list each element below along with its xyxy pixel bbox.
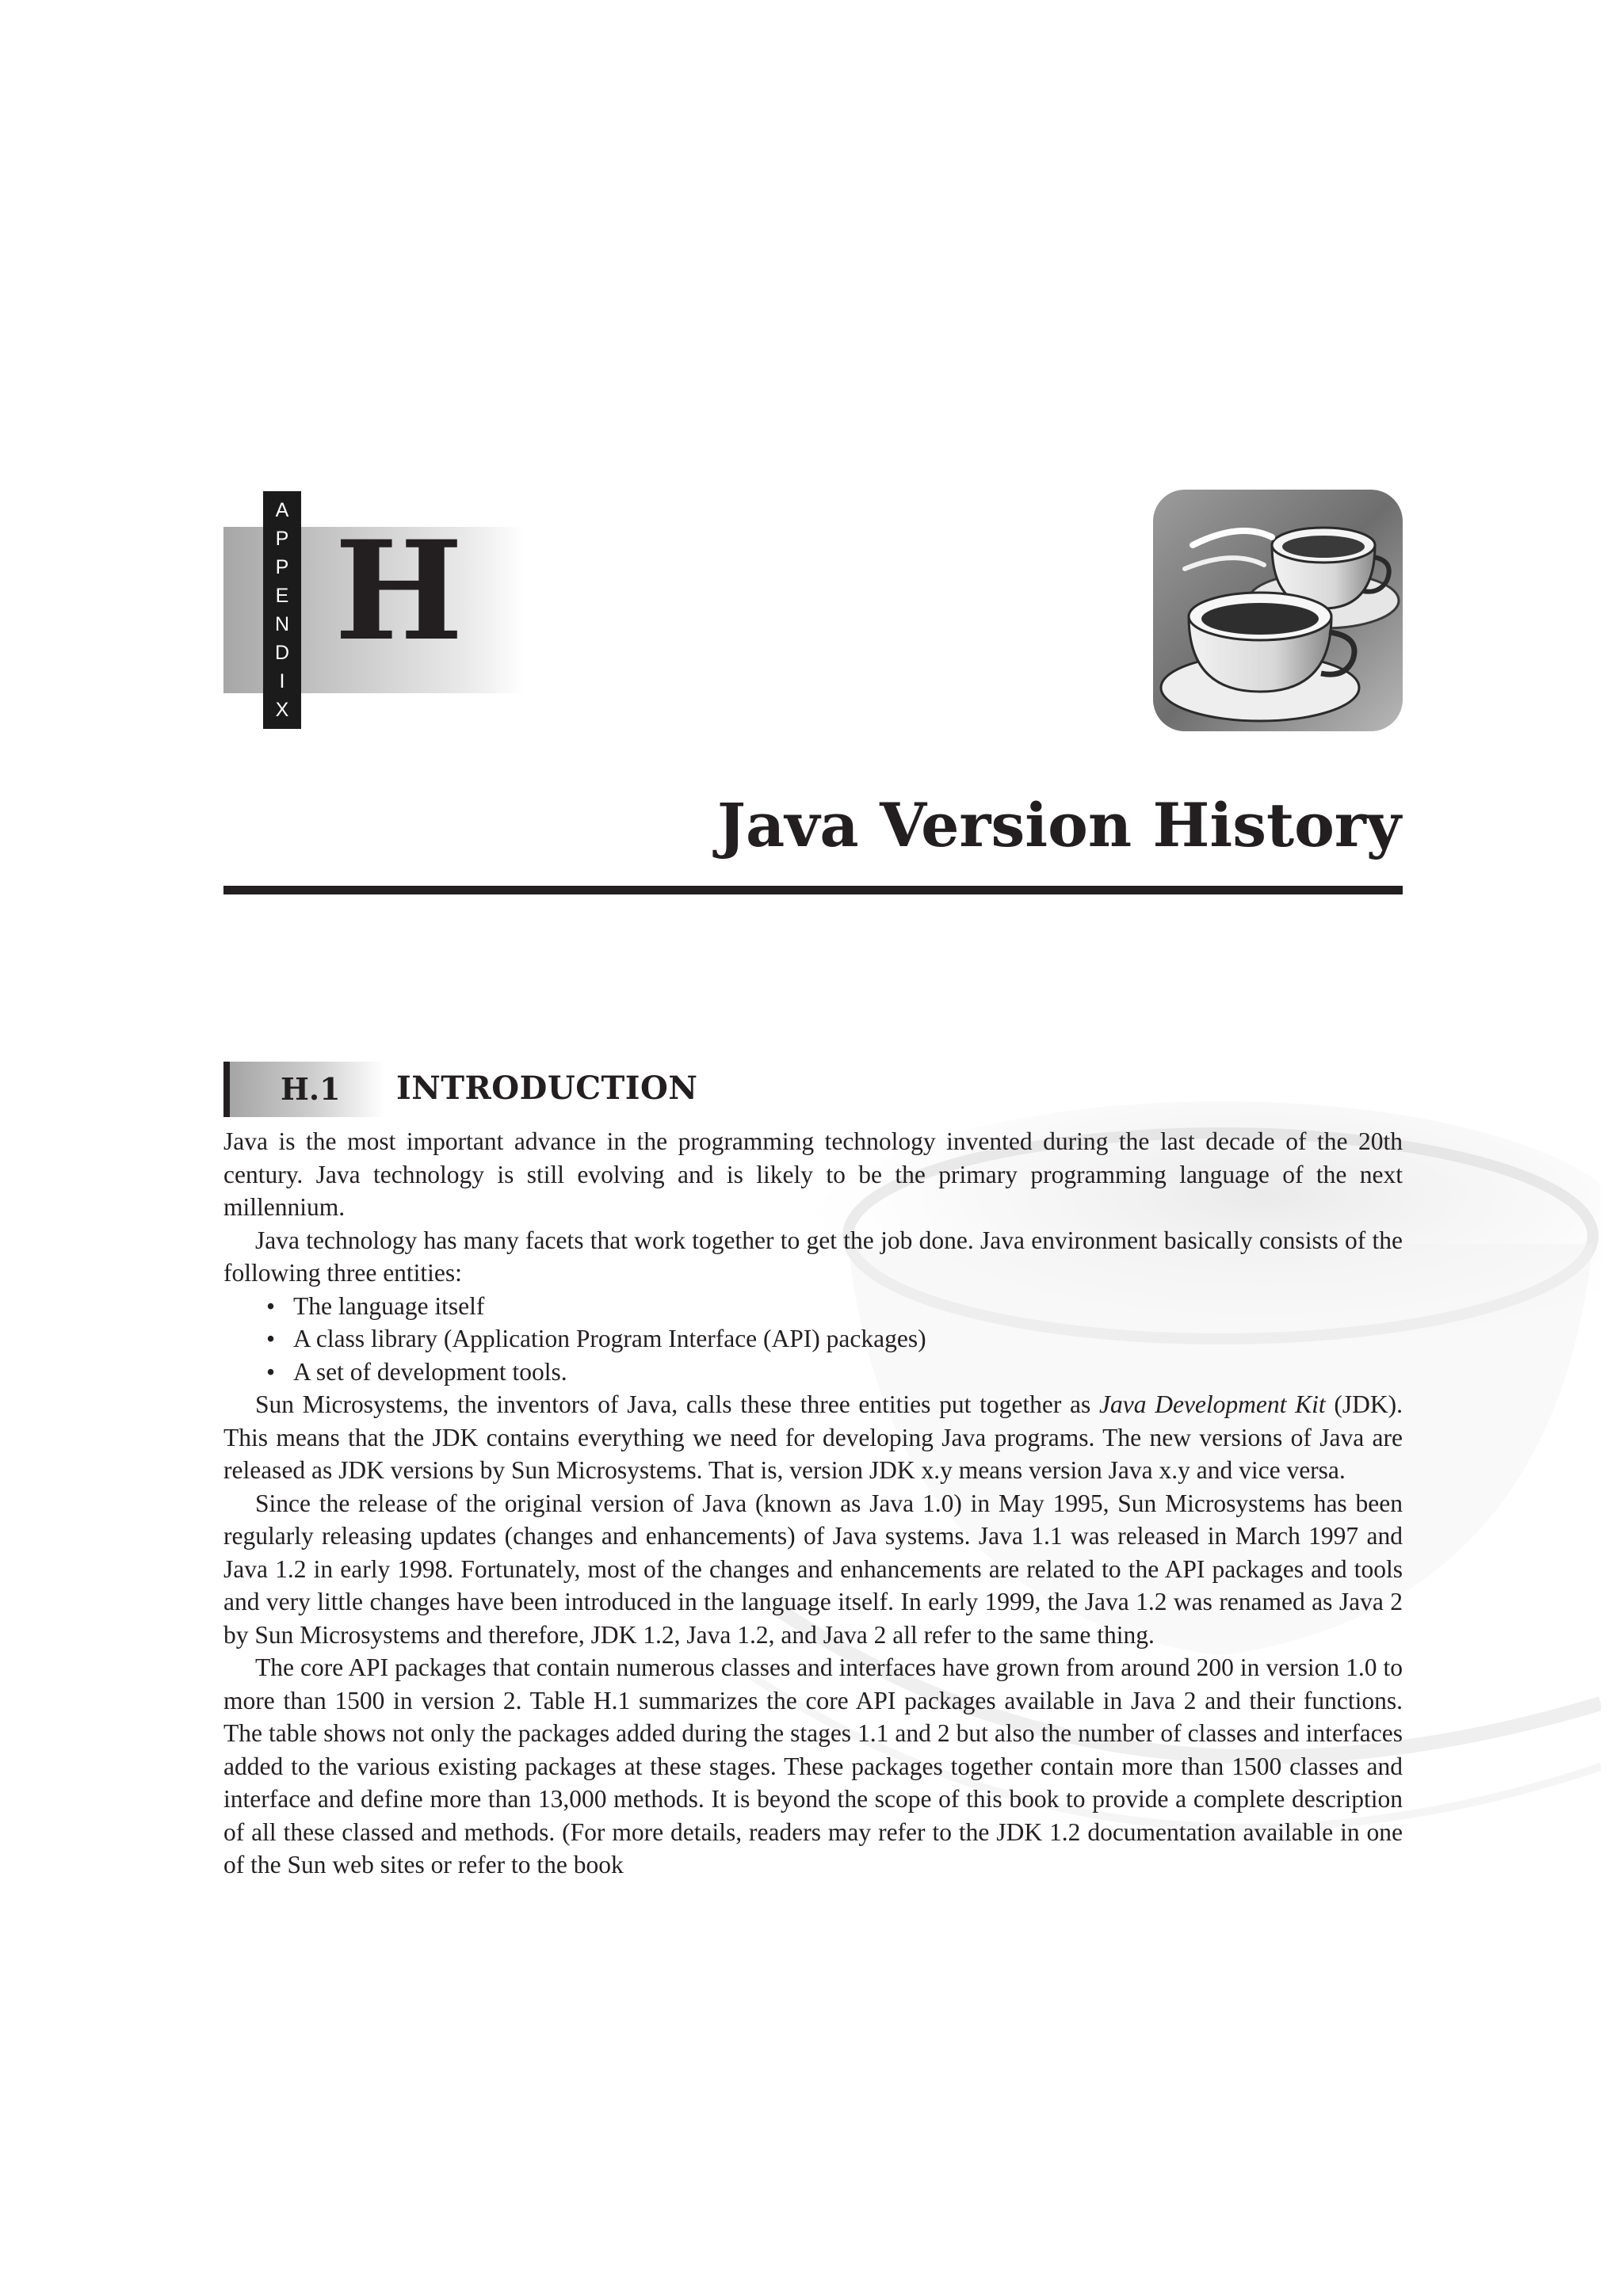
paragraph-3-end: (JDK). This means that the JDK contains everything we need for developing Java programs. The new versions of Java are released as JDK versions by Sun Microsystems. That is, version JDK x.y means version Java x.y and vice versa. <box>223 1390 1403 1484</box>
appendix-header <box>223 491 540 729</box>
list-item: • A class library (Application Program Interface (API) packages) <box>293 1322 1403 1356</box>
appendix-letter-p2: P <box>275 555 289 578</box>
appendix-letter: H <box>334 510 464 671</box>
appendix-letter-e: E <box>275 584 289 607</box>
paragraph-1: Java is the most important advance in the programming technology invented during the last decade of the 20th century. Java technology is still evolving and is likely to be the primary programming language of the next millennium. <box>223 1127 1403 1221</box>
paragraph-5: The core API packages that contain numerous classes and interfaces have grown from around 200 in version 1.0 to more than 1500 in version 2. Table H.1 summarizes the core API packages available in Java 2 and their functions. The table shows not only the packages added during the stages 1.1 and 2 but also the number of classes and interfaces added to the various existing packages at these stages. These packages together contain more than 1500 classes and interface and define more than 13,000 methods. It is beyond the scope of this book to provide a complete description of all these classed and methods. (For more details, readers may refer to the JDK 1.2 documentation available in one of the Sun web sites or refer to the book <box>223 1653 1403 1878</box>
list-item: • A set of development tools. <box>293 1356 1403 1389</box>
section-heading-bar <box>223 1062 230 1117</box>
appendix-letter-x: X <box>275 698 289 721</box>
appendix-letter-a: A <box>275 498 289 521</box>
appendix-letter-n: N <box>274 612 290 635</box>
paragraph-3 <box>223 1388 1403 1487</box>
title-rule <box>223 886 1403 894</box>
paragraph-4: Since the release of the original version of Java (known as Java 1.0) in May 1995, Sun Microsystems has been regularly releasing updates (changes and enhancements) of Java systems. Java 1.1 was released in March 1997 and Java 1.2 in early 1998. Fortunately, most of the changes and enhancements are related to the API packages and tools and very little changes have been introduced in the language itself. In early 1999, the Java 1.2 was renamed as Java 2 by Sun Microsystems and therefore, JDK 1.2, Java 1.2, and Java 2 all refer to the same thing. <box>223 1489 1403 1649</box>
appendix-letter-i: I <box>279 669 285 692</box>
section-heading <box>223 1062 857 1117</box>
list-item: • The language itself <box>293 1290 1403 1323</box>
paragraph-3-start: Sun Microsystems, the inventors of Java, calls these three entities put together as <box>255 1390 1100 1418</box>
paragraph-2: Java technology has many facets that work together to get the job done. Java environment basically consists of the following three entities: <box>223 1226 1403 1287</box>
body-text <box>223 1125 1403 1882</box>
coffee-cup-icon <box>1153 490 1403 731</box>
entities-list <box>223 1290 1403 1389</box>
chapter-title: Java Version History <box>717 790 1401 860</box>
jdk-term: Java Development Kit <box>1099 1390 1326 1418</box>
section-number: H.1 <box>281 1071 341 1107</box>
appendix-vertical-label <box>263 491 301 729</box>
appendix-letter-d: D <box>274 641 290 664</box>
section-title: INTRODUCTION <box>396 1070 698 1107</box>
appendix-letter-p1: P <box>275 527 289 550</box>
